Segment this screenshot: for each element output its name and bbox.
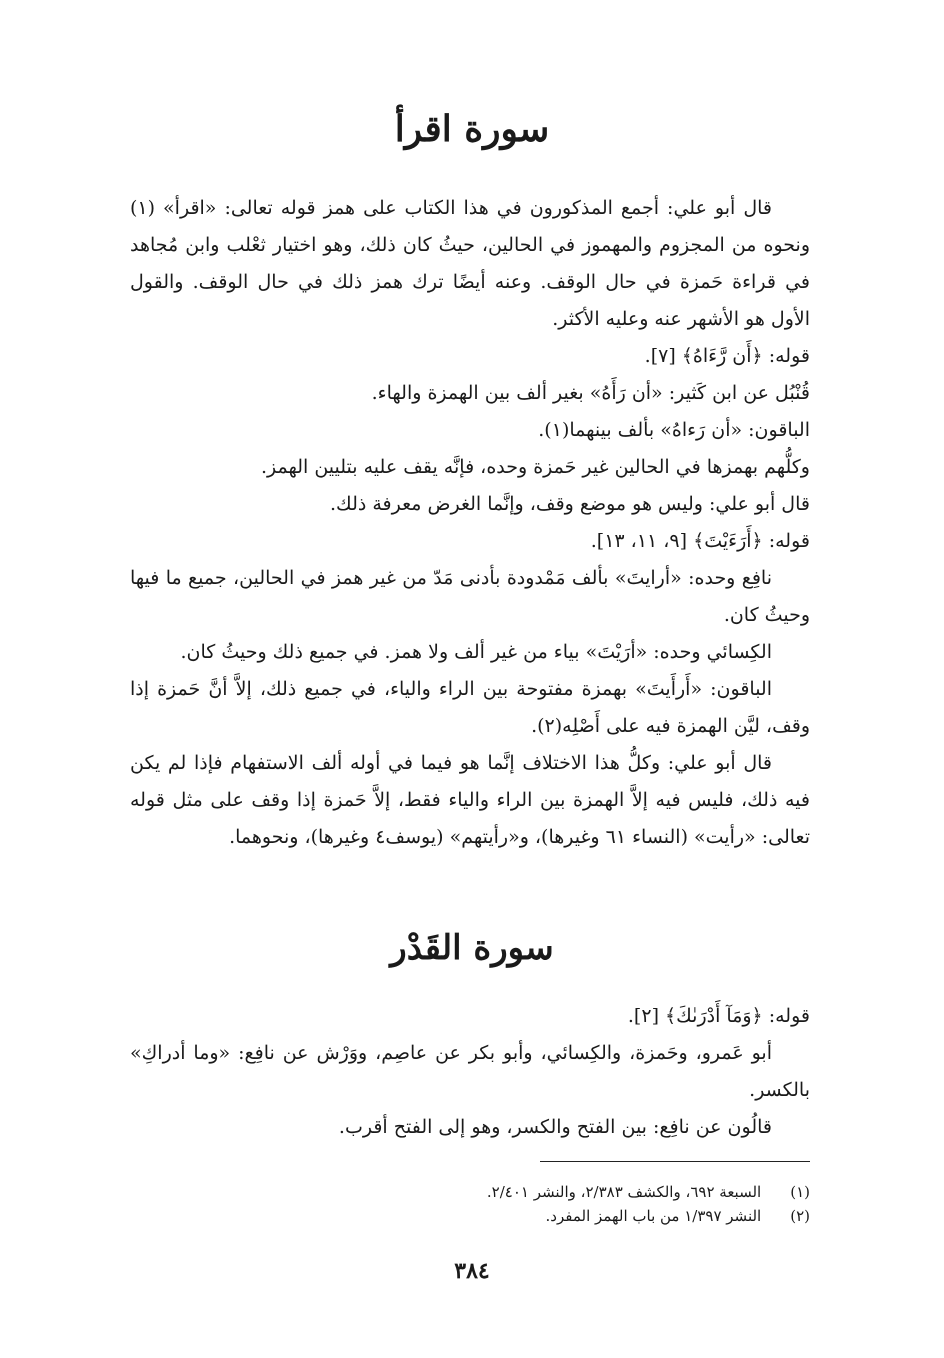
qunbul-line: قُنْبُل عن ابن كَثير: «أن رَأَهُ» بغير ألف بين الهمزة والهاء. [371, 382, 810, 404]
qadr-verse-line: قوله: ﴿وَمَآ أَدْرَىٰكَ﴾ [٢]. [627, 1005, 810, 1027]
footnote-1 [130, 1180, 810, 1204]
footnote-2 [130, 1204, 810, 1228]
verse-line-1: قوله: ﴿أَن رَّءَاهُ﴾ [٧]. [644, 345, 810, 367]
verse-line-2: قوله: ﴿أَرَءَيْتَ﴾ [٩، ١١، ١٣]. [590, 530, 810, 552]
footnote-number: (١) [790, 1183, 810, 1201]
nafi-paragraph: نافِع وحده: «أرايتَ» بألف مَمْدودة بأدنى مَدّ من غير همز في الحالين، جميع ما فيها وحيثُ كان. [130, 567, 810, 626]
intro-paragraph: قال أبو علي: أجمع المذكورون في هذا الكتاب على همز قوله تعالى: «اقرأ» (١) ونحوه من المجزوم والمهموز في الحالين، حيثُ كان ذلك، وهو اختيار ثعْلب وابن مُجاهد في قراءة حَمزة في حال الوقف. وعنه أيضًا ترك همز ذلك في حال الوقف. والقول الأول هو الأشهر عنه وعليه الأكثر. [130, 197, 810, 330]
kulluhum-line: وكلُّهم بهمزها في الحالين غير حَمزة وحده، فإنَّه يقف عليه بتليين الهمز. [260, 456, 810, 478]
footnote-number: (٢) [790, 1207, 810, 1225]
baqun-paragraph: الباقون: «أَرأَيتَ» بهمزة مفتوحة بين الراء والياء، في جميع ذلك، إلاَّ أنَّ حَمزة إذا وقف، ليَّن الهمزة فيه على أَصْلِه(٢). [130, 678, 810, 737]
surah-qadr-title: سورة القَدْر [390, 928, 554, 968]
kisai-paragraph: الكِسائي وحده: «أرَيْتَ» بياء من غير ألف ولا همز. في جميع ذلك وحيثُ كان. [180, 641, 772, 663]
page-number: ٣٨٤ [454, 1258, 490, 1284]
surah-iqra-title: سورة اقرأ [394, 108, 550, 150]
qalun-paragraph: قالُون عن نافِع: بين الفتح والكسر، وهو إلى الفتح أقرب. [338, 1116, 772, 1138]
baqun-line-1: الباقون: «أن رَءاهُ» بألف بينهما(١). [538, 419, 810, 441]
abu-ali-paragraph: قال أبو علي: وكلُّ هذا الاختلاف إنَّما هو فيما في أوله ألف الاستفهام فإذا لم يكن فيه ذلك، فليس فيه إلاَّ الهمزة بين الراء والياء فقط، إلاَّ حَمزة إذا وقف على مثل قوله تعالى: «رأيت» (النساء ٦١ وغيرها)، و«رأيتهم» (يوسف٤ وغيرها)، ونحوهما. [130, 752, 810, 848]
footnotes [130, 1180, 810, 1228]
abu-ali-line-1: قال أبو علي: وليس هو موضع وقف، وإنَّما الغرض معرفة ذلك. [330, 493, 810, 515]
surah-qadr-body [130, 998, 810, 1146]
footnote-text: السبعة ٦٩٢، والكشف ٢/٣٨٣، والنشر ٢/٤٠١. [486, 1183, 762, 1201]
footnote-text: النشر ١/٣٩٧ من باب الهمز المفرد. [545, 1207, 762, 1225]
surah-iqra-body [130, 190, 810, 856]
readers-paragraph: أبو عَمرو، وحَمزة، والكِسائي، وأبو بكر عن عاصِم، ووَرْش عن نافِع: «وما أدراكِ» بالكسر. [130, 1042, 810, 1101]
footnote-divider [540, 1161, 810, 1162]
